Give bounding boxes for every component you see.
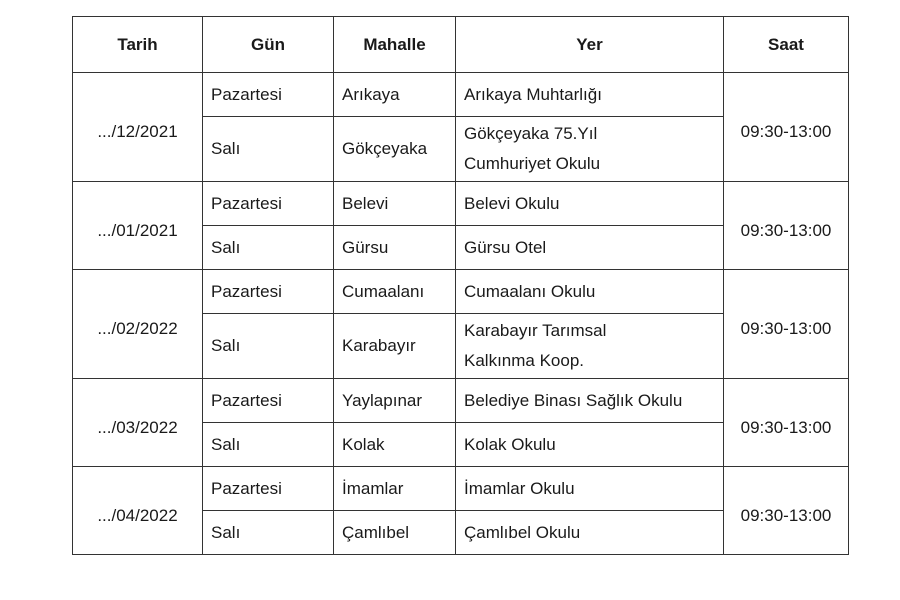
- place-cell: İmamlar Okulu: [456, 467, 724, 511]
- table-row: [73, 182, 849, 226]
- neighborhood-cell: Gökçeyaka: [334, 117, 456, 182]
- table-row: [73, 270, 849, 314]
- day-cell: Pazartesi: [203, 182, 334, 226]
- header-yer: Yer: [456, 17, 724, 73]
- place-cell: Cumaalanı Okulu: [456, 270, 724, 314]
- neighborhood-cell: Yaylapınar: [334, 379, 456, 423]
- header-mahalle: Mahalle: [334, 17, 456, 73]
- day-cell: Salı: [203, 314, 334, 379]
- neighborhood-cell: Karabayır: [334, 314, 456, 379]
- date-cell: [73, 270, 203, 379]
- time-cell: [724, 467, 849, 555]
- day-cell: Pazartesi: [203, 270, 334, 314]
- date-cell: [73, 379, 203, 467]
- place-line: Karabayır Tarımsal: [464, 321, 607, 340]
- date-text: .../04/2022: [97, 505, 178, 525]
- time-text: 09:30-13:00: [740, 319, 832, 338]
- place-line: Gökçeyaka 75.Yıl: [464, 124, 598, 143]
- place-cell: Kolak Okulu: [456, 423, 724, 467]
- day-cell: Salı: [203, 117, 334, 182]
- header-row: [73, 17, 849, 73]
- neighborhood-cell: İmamlar: [334, 467, 456, 511]
- date-text: .../12/2021: [97, 122, 178, 141]
- time-text: 09:30-13:00: [740, 122, 832, 141]
- time-cell: [724, 73, 849, 182]
- place-cell: Belevi Okulu: [456, 182, 724, 226]
- table-row: [73, 73, 849, 117]
- date-cell: [73, 73, 203, 182]
- neighborhood-cell: Kolak: [334, 423, 456, 467]
- time-text: 09:30-13:00: [740, 220, 832, 240]
- header-saat: Saat: [724, 17, 849, 73]
- time-text: 09:30-13:00: [740, 417, 832, 437]
- place-cell: [456, 314, 724, 379]
- neighborhood-cell: Çamlıbel: [334, 511, 456, 555]
- date-text: .../01/2021: [97, 220, 178, 240]
- day-cell: Salı: [203, 226, 334, 270]
- place-cell: Arıkaya Muhtarlığı: [456, 73, 724, 117]
- header-tarih: Tarih: [73, 17, 203, 73]
- day-cell: Pazartesi: [203, 467, 334, 511]
- place-cell: Gürsu Otel: [456, 226, 724, 270]
- neighborhood-cell: Cumaalanı: [334, 270, 456, 314]
- place-cell: [456, 117, 724, 182]
- date-text: .../03/2022: [97, 417, 178, 437]
- date-cell: [73, 467, 203, 555]
- time-text: 09:30-13:00: [740, 505, 832, 525]
- header-gun: Gün: [203, 17, 334, 73]
- table-row: [73, 379, 849, 423]
- time-cell: [724, 379, 849, 467]
- table-row: [73, 467, 849, 511]
- day-cell: Salı: [203, 423, 334, 467]
- date-text: .../02/2022: [97, 319, 178, 338]
- day-cell: Pazartesi: [203, 73, 334, 117]
- time-cell: [724, 182, 849, 270]
- schedule-table: [72, 16, 849, 555]
- date-cell: [73, 182, 203, 270]
- place-cell: Belediye Binası Sağlık Okulu: [456, 379, 724, 423]
- place-line: Cumhuriyet Okulu: [464, 154, 601, 173]
- neighborhood-cell: Belevi: [334, 182, 456, 226]
- place-line: Kalkınma Koop.: [464, 351, 585, 370]
- neighborhood-cell: Gürsu: [334, 226, 456, 270]
- day-cell: Pazartesi: [203, 379, 334, 423]
- day-cell: Salı: [203, 511, 334, 555]
- time-cell: [724, 270, 849, 379]
- neighborhood-cell: Arıkaya: [334, 73, 456, 117]
- place-cell: Çamlıbel Okulu: [456, 511, 724, 555]
